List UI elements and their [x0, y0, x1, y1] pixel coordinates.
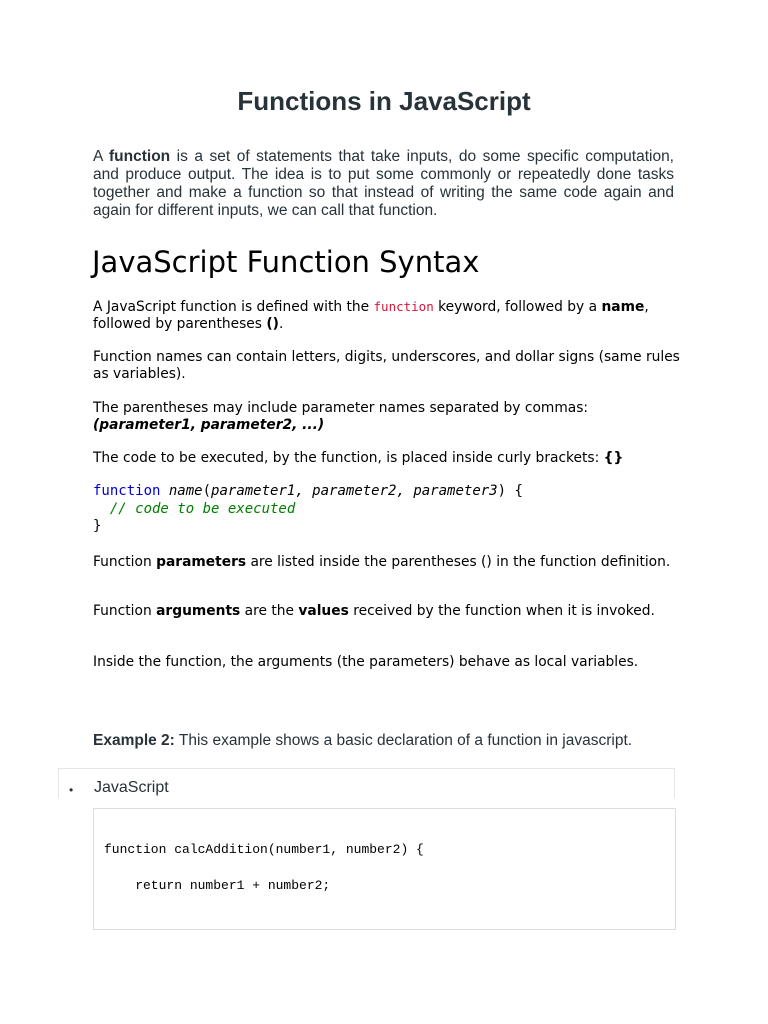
- example-paragraph: [93, 732, 674, 750]
- code-line-1: function calcAddition(number1, number2) {: [104, 842, 424, 857]
- page-title: Functions in JavaScript: [237, 86, 531, 116]
- p1-bold-parens: (): [266, 315, 279, 332]
- syntax-heading: JavaScript Function Syntax: [92, 245, 480, 279]
- p6-bold-values: values: [298, 603, 349, 619]
- p5-bold-parameters: parameters: [156, 554, 247, 570]
- p4-text: The code to be executed, by the function, is placed inside curly brackets:: [93, 450, 604, 466]
- intro-prefix: A: [93, 148, 110, 165]
- p6-b: are the: [240, 603, 299, 619]
- p4-braces: {}: [603, 450, 624, 466]
- p6-bold-arguments: arguments: [156, 603, 241, 619]
- code-open-paren: (: [202, 483, 212, 499]
- p3-params: (parameter1, parameter2, ...): [93, 416, 325, 433]
- syntax-paragraph-6: [93, 603, 683, 620]
- intro-rest: is a set of statements that take inputs, do some specific computation, and produce output. The idea is to put some commonly or repeatedly done tasks together and make a function so that instead of writing the same code again and again for different inputs, we can call that function.: [93, 148, 674, 219]
- code-tab-bar: [58, 768, 675, 798]
- syntax-paragraph-5: [93, 554, 683, 571]
- code-keyword-function: function: [93, 483, 161, 499]
- syntax-paragraph-1: [93, 299, 683, 332]
- code-close: ) {: [497, 483, 523, 499]
- p1-c: , followed by parentheses: [93, 299, 649, 332]
- p1-d: .: [278, 315, 284, 332]
- code-block: [93, 808, 676, 930]
- p3-text: The parentheses may include parameter names separated by commas:: [93, 400, 589, 416]
- inline-keyword-function: function: [373, 299, 434, 314]
- example-label: Example 2:: [93, 732, 175, 749]
- p5-b: are listed inside the parentheses () in the function definition.: [246, 554, 671, 570]
- code-end-brace: }: [93, 518, 102, 534]
- code-function-name: name: [168, 483, 203, 499]
- code-line-2: return number1 + number2;: [104, 878, 331, 893]
- syntax-paragraph-7: Inside the function, the arguments (the parameters) behave as local variables.: [93, 654, 639, 670]
- tab-javascript-label: JavaScript: [94, 779, 169, 796]
- intro-bold-function: function: [109, 148, 171, 165]
- example-text: This example shows a basic declaration of a function in javascript.: [174, 732, 633, 749]
- syntax-paragraph-4: [93, 450, 683, 467]
- p6-a: Function: [93, 603, 157, 619]
- intro-paragraph: [93, 148, 674, 220]
- syntax-paragraph-2: Function names can contain letters, digits, underscores, and dollar signs (same rules as variables).: [93, 349, 680, 382]
- code-params: parameter1, parameter2, parameter3: [211, 483, 498, 499]
- p1-bold-name: name: [601, 299, 645, 315]
- code-comment: // code to be executed: [109, 500, 296, 517]
- p1-b: keyword, followed by a: [433, 299, 602, 315]
- bullet-icon: •: [69, 783, 74, 797]
- syntax-paragraph-3: [93, 400, 683, 433]
- p1-a: A JavaScript function is defined with the: [93, 299, 374, 315]
- p5-a: Function: [93, 554, 157, 570]
- p6-c: received by the function when it is invoked.: [348, 603, 655, 619]
- syntax-code-sample: [93, 483, 523, 536]
